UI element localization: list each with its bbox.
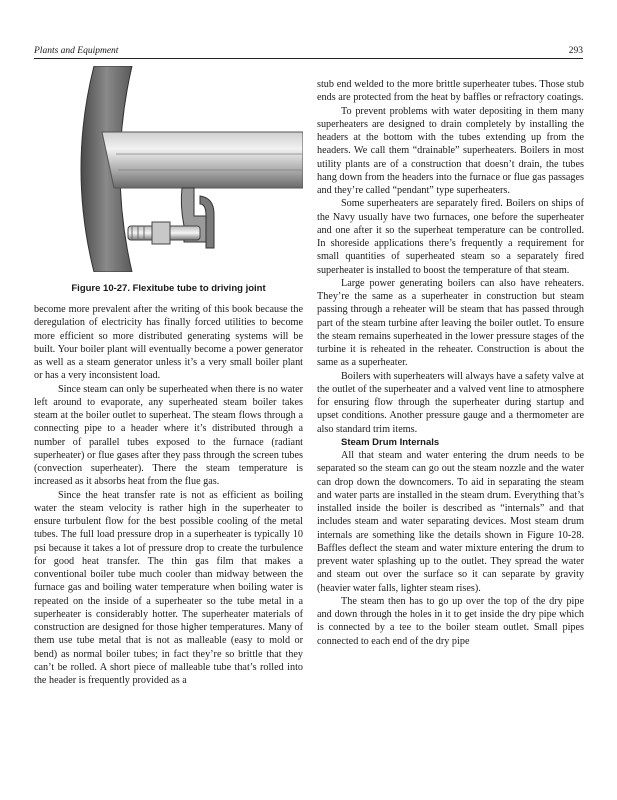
running-header bbox=[34, 44, 583, 59]
section-paragraph-2: The steam then has to go up over the top of the dry pipe and down through the holes in it to get inside the dry pipe which is connected by a tee to the boiler steam outlet. Small pipes connected to each end of the dry pipe bbox=[317, 595, 584, 647]
right-continued-paragraph: stub end welded to the more brittle superheater tubes. Those stub ends are protected from the heat by baffles or refractory coatings. bbox=[317, 79, 584, 104]
header-section-title: Plants and Equipment bbox=[34, 46, 119, 56]
figure-illustration bbox=[34, 66, 303, 272]
page-number: 293 bbox=[568, 46, 583, 56]
section-heading-steam-drum-internals: Steam Drum Internals bbox=[341, 436, 440, 448]
right-text-column bbox=[317, 78, 584, 648]
right-paragraph-3: Large power generating boilers can also have reheaters. They’re the same as a superheater in construction but steam passing through a reheater will be steam that has passed through part of the steam turbine after leaving the boiler outlet. To ensure the steam remains superheated in the lower pressure stages of the turbine it is reheated in the reheater. Construction is about the same as a superheater. bbox=[317, 277, 584, 369]
figure-caption: Figure 10-27. Flexitube tube to driving joint bbox=[71, 283, 266, 294]
right-paragraph-2: Some superheaters are separately fired. Boilers on ships of the Navy usually have two furnaces, one before the superheater and one after it so the superheat temperature can be controlled. In shoreside applications there’s frequently a requirement for small quantities of superheated steam so a separately fired superheater is installed to boost the temperature of that steam. bbox=[317, 198, 584, 276]
left-paragraph-1: become more prevalent after the writing of this book because the deregulation of electricity has finally forced utilities to become more efficient so more distributed generating systems will be built. Your boiler plant will eventually become a power generator as well as a steam generator unless it’s a very small boiler plant or has a very inconsistent load. bbox=[34, 304, 303, 382]
right-paragraph-4: Boilers with superheaters will always have a safety valve at the outlet of the superheater and a valved vent line to atmosphere for ensuring flow through the superheater during startup and upset conditions. Another pressure gauge and a thermometer are also standard trim items. bbox=[317, 370, 585, 435]
left-paragraph-3: Since the heat transfer rate is not as efficient as boiling water the steam velocity is rather high in the superheater to ensure turbulent flow for the best possible cooling of the metal tubes. The full load pressure drop in a superheater is typically 10 psi because it takes a lot of pressure drop to create the turbulence for good heat transfer. The thin gas film that makes a conventional boiler tube much cooler than midway between the furnace gas and boiling water temperature when boiling water is repeated on the inside of a superheater so the tube metal in a superheater is considerably hotter. The superheater materials of construction are designed for those higher temperatures. Many of them use tube metal that is not as malleable (easy to mold or bend) as normal boiler tubes; in fact they’re so brittle that they can’t be rolled. A short piece of malleable tube that’s rolled into the header is frequently provided as a bbox=[34, 489, 303, 686]
flexitube-joint-drawing bbox=[34, 66, 303, 272]
right-paragraph-1: To prevent problems with water depositing in them many superheaters are designed to drain completely by installing the headers at the bottom with the tubes extending up from the headers. We call them “drainable” superheaters. Boilers in most utility plants are of a construction that doesn’t drain, the tubes hang down from the headers into the furnace or flue gas passages and they’re called “pendant” type superheaters. bbox=[317, 105, 584, 196]
left-paragraph-2: Since steam can only be superheated when there is no water left around to evaporate, any superheated steam boiler takes steam at the boiler outlet to superheat. The steam flows through a connecting pipe to a header where it’s distributed through a number of parallel tubes exposed to the furnace (radiant superheater) or flue gases after they pass through the screen tubes (convection superheater). There the steam temperature is increased as it absorbs heat from the flue gas. bbox=[34, 383, 303, 488]
left-text-column bbox=[34, 303, 303, 687]
section-paragraph-1: All that steam and water entering the drum needs to be separated so the steam can go out the steam nozzle and the water can drop down the downcomers. To aid in separating the steam and water parts are installed in the steam drum. Everything that’s installed inside the boiler is described as “internals” and that includes steam and water separating devices. Most steam drum internals are something like the details shown in Figure 10-28. Baffles deflect the steam and water mixture entering the drum to prevent water splashing up to the outlet. They spread the water and steam out over the surface so it can separate by gravity (heavier water falls, lighter steam rises). bbox=[317, 450, 584, 594]
